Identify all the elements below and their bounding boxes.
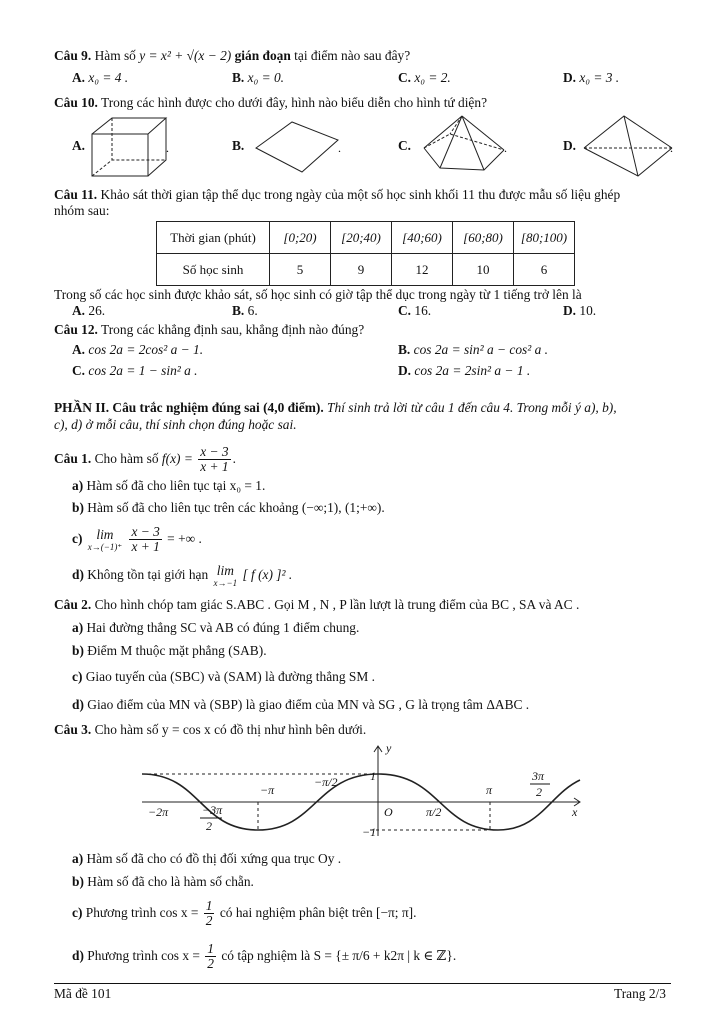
graph-label-origin: O [384,805,393,819]
q10-figure-cube [88,112,170,180]
graph-label-neg2pi: −2π [148,805,169,819]
q10-option-b-label: B. [232,138,245,153]
q11-option-c: C. 16. [398,303,432,318]
table-row [157,222,575,254]
part2-header-line2: c), d) ở mỗi câu, thí sinh chọn đúng hoặc sai. [54,417,297,432]
q11-stem-line2: nhóm sau: [54,203,110,218]
table-cell: 12 [392,254,453,286]
p2q1-b: b) Hàm số đã cho liên tục trên các khoảng (−∞;1), (1;+∞). [72,500,385,515]
p2q3-c: c) Phương trình cos x = $\frac{1}{2}$ có hai nghiệm phân biệt trên [−π; π]. [72,898,417,929]
table-cell: [20;40) [331,222,392,254]
p2q1-c: c) lim x→(−1)⁺ $\frac{x - 3}{x + 1}$ = +∞ . [72,524,202,555]
table-cell: 5 [270,254,331,286]
q11-question: Trong số các học sinh được khảo sát, số học sinh có giờ tập thể dục trong ngày từ 1 tiếng trở lên là [54,287,582,302]
p2q1-c-fraction: $\frac{x - 3}{x + 1}$ [131,524,160,555]
graph-label-negpi: −π [260,783,275,797]
table-head-count: Số học sinh [157,254,270,286]
p2q3-cos-graph [140,740,590,840]
q12-option-b: B. cos 2a = sin² a − cos² a . [398,342,548,357]
table-cell: 6 [514,254,575,286]
table-cell: 9 [331,254,392,286]
q10-option-d-label: D. [563,138,577,153]
q9-stem: Câu 9. Hàm số y = x² + √(x − 2) gián đoạn tại điểm nào sau đây? [54,48,411,63]
svg-text:.: . [670,141,673,155]
q12-option-a: A. cos 2a = 2cos² a − 1. [72,342,204,357]
p2q1-stem: Câu 1. Cho hàm số f(x) = $\frac{x - 3}{x + 1}$ . [54,444,236,475]
p2q2-a: a) Hai đường thẳng SC và AB có đúng 1 điểm chung. [72,620,360,635]
table-cell: 10 [453,254,514,286]
q11-stem-line1: Câu 11. Khảo sát thời gian tập thể dục trong ngày của một số học sinh khối 11 thu được mẫu số liệu ghép [54,187,621,202]
table-head-time: Thời gian (phút) [157,222,270,254]
footer-exam-code: Mã đề 101 [54,986,112,1001]
footer-page-number: Trang 2/3 [614,986,666,1001]
graph-label-pi2: π/2 [426,805,442,819]
q10-option-c-label: C. [398,138,412,153]
q12-stem: Câu 12. Trong các khẳng định sau, khẳng định nào đúng? [54,322,365,337]
q11-option-d: D. 10. [563,303,597,318]
p2q1-d-limit: lim x→−1 [213,563,238,588]
q11-data-table [156,221,575,286]
table-cell: [40;60) [392,222,453,254]
svg-text:.: . [166,141,169,155]
table-row [157,254,575,286]
graph-label-negone: −1 [362,825,377,839]
table-cell: [0;20) [270,222,331,254]
graph-label-pi: π [486,783,493,797]
q11-option-a: A. 26. [72,303,106,318]
graph-label-3pi2-den: 2 [536,785,542,799]
p2q2-stem: Câu 2. Cho hình chóp tam giác S.ABC . Gọi M , N , P lần lượt là trung điểm của BC , SA và AC . [54,597,580,612]
q9-option-d: D. x₀ = 3 . [563,70,620,85]
graph-label-negpi2: −π/2 [314,775,338,789]
p2q2-d: d) Giao điểm của MN và (SBP) là giao điểm của MN và SG , G là trọng tâm ΔABC . [72,697,530,712]
p2q2-c: c) Giao tuyến của (SBC) và (SAM) là đường thẳng SM . [72,669,375,684]
p2q1-a: a) Hàm số đã cho liên tục tại x₀ = 1. [72,478,266,493]
graph-label-one: 1 [370,769,376,783]
p2q3-b: b) Hàm số đã cho là hàm số chẵn. [72,874,254,889]
q10-stem: Câu 10. Trong các hình được cho dưới đây, hình nào biểu diễn cho hình tứ diện? [54,95,488,110]
p2q3-d: d) Phương trình cos x = $\frac{1}{2}$ có tập nghiệm là S = {± π/6 + k2π | k ∈ ℤ}. [72,941,457,972]
part2-header-line1: PHẦN II. Câu trắc nghiệm đúng sai (4,0 điểm). Thí sinh trả lời từ câu 1 đến câu 4. Trong mỗi ý a), b), [54,400,617,415]
p2q3-stem: Câu 3. Cho hàm số y = cos x có đồ thị như hình bên dưới. [54,722,367,737]
q11-option-b: B. 6. [232,303,258,318]
svg-text:.: . [338,141,341,155]
q10-figure-pyramid [420,112,516,180]
graph-label-3pi2-num: 3π [532,769,545,783]
graph-label-x: x [572,805,578,819]
q10-option-a-label: A. [72,138,86,153]
p2q3-a: a) Hàm số đã cho có đồ thị đối xứng qua trục Oy . [72,851,342,866]
graph-label-neg3pi2-den: 2 [206,819,212,833]
p2q1-d: d) Không tồn tại giới hạn lim x→−1 [ f (x) ]² . [72,563,293,588]
p2q2-b: b) Điểm M thuộc mặt phẳng (SAB). [72,643,267,658]
table-cell: [80;100) [514,222,575,254]
svg-text:.: . [504,141,507,155]
graph-label-neg3pi2-num: −3π [202,803,223,817]
q10-figure-quadrilateral [250,118,350,178]
p2q3-d-fraction: $\frac{1}{2}$ [207,941,214,972]
p2q3-c-fraction: $\frac{1}{2}$ [205,898,213,929]
graph-label-y: y [386,741,392,755]
p2q1-fraction: $\frac{x - 3}{x + 1}$ [200,444,229,475]
q12-option-d: D. cos 2a = 2sin² a − 1 . [398,363,531,378]
q9-option-c: C. x₀ = 2. [398,70,451,85]
q10-figure-tetrahedron [580,112,680,180]
p2q1-c-limit: lim x→(−1)⁺ [87,526,123,552]
q12-option-c: C. cos 2a = 1 − sin² a . [72,363,198,378]
q9-option-a: A. x₀ = 4 . [72,70,129,85]
q9-option-b: B. x₀ = 0. [232,70,285,85]
footer-divider [54,983,671,984]
table-cell: [60;80) [453,222,514,254]
